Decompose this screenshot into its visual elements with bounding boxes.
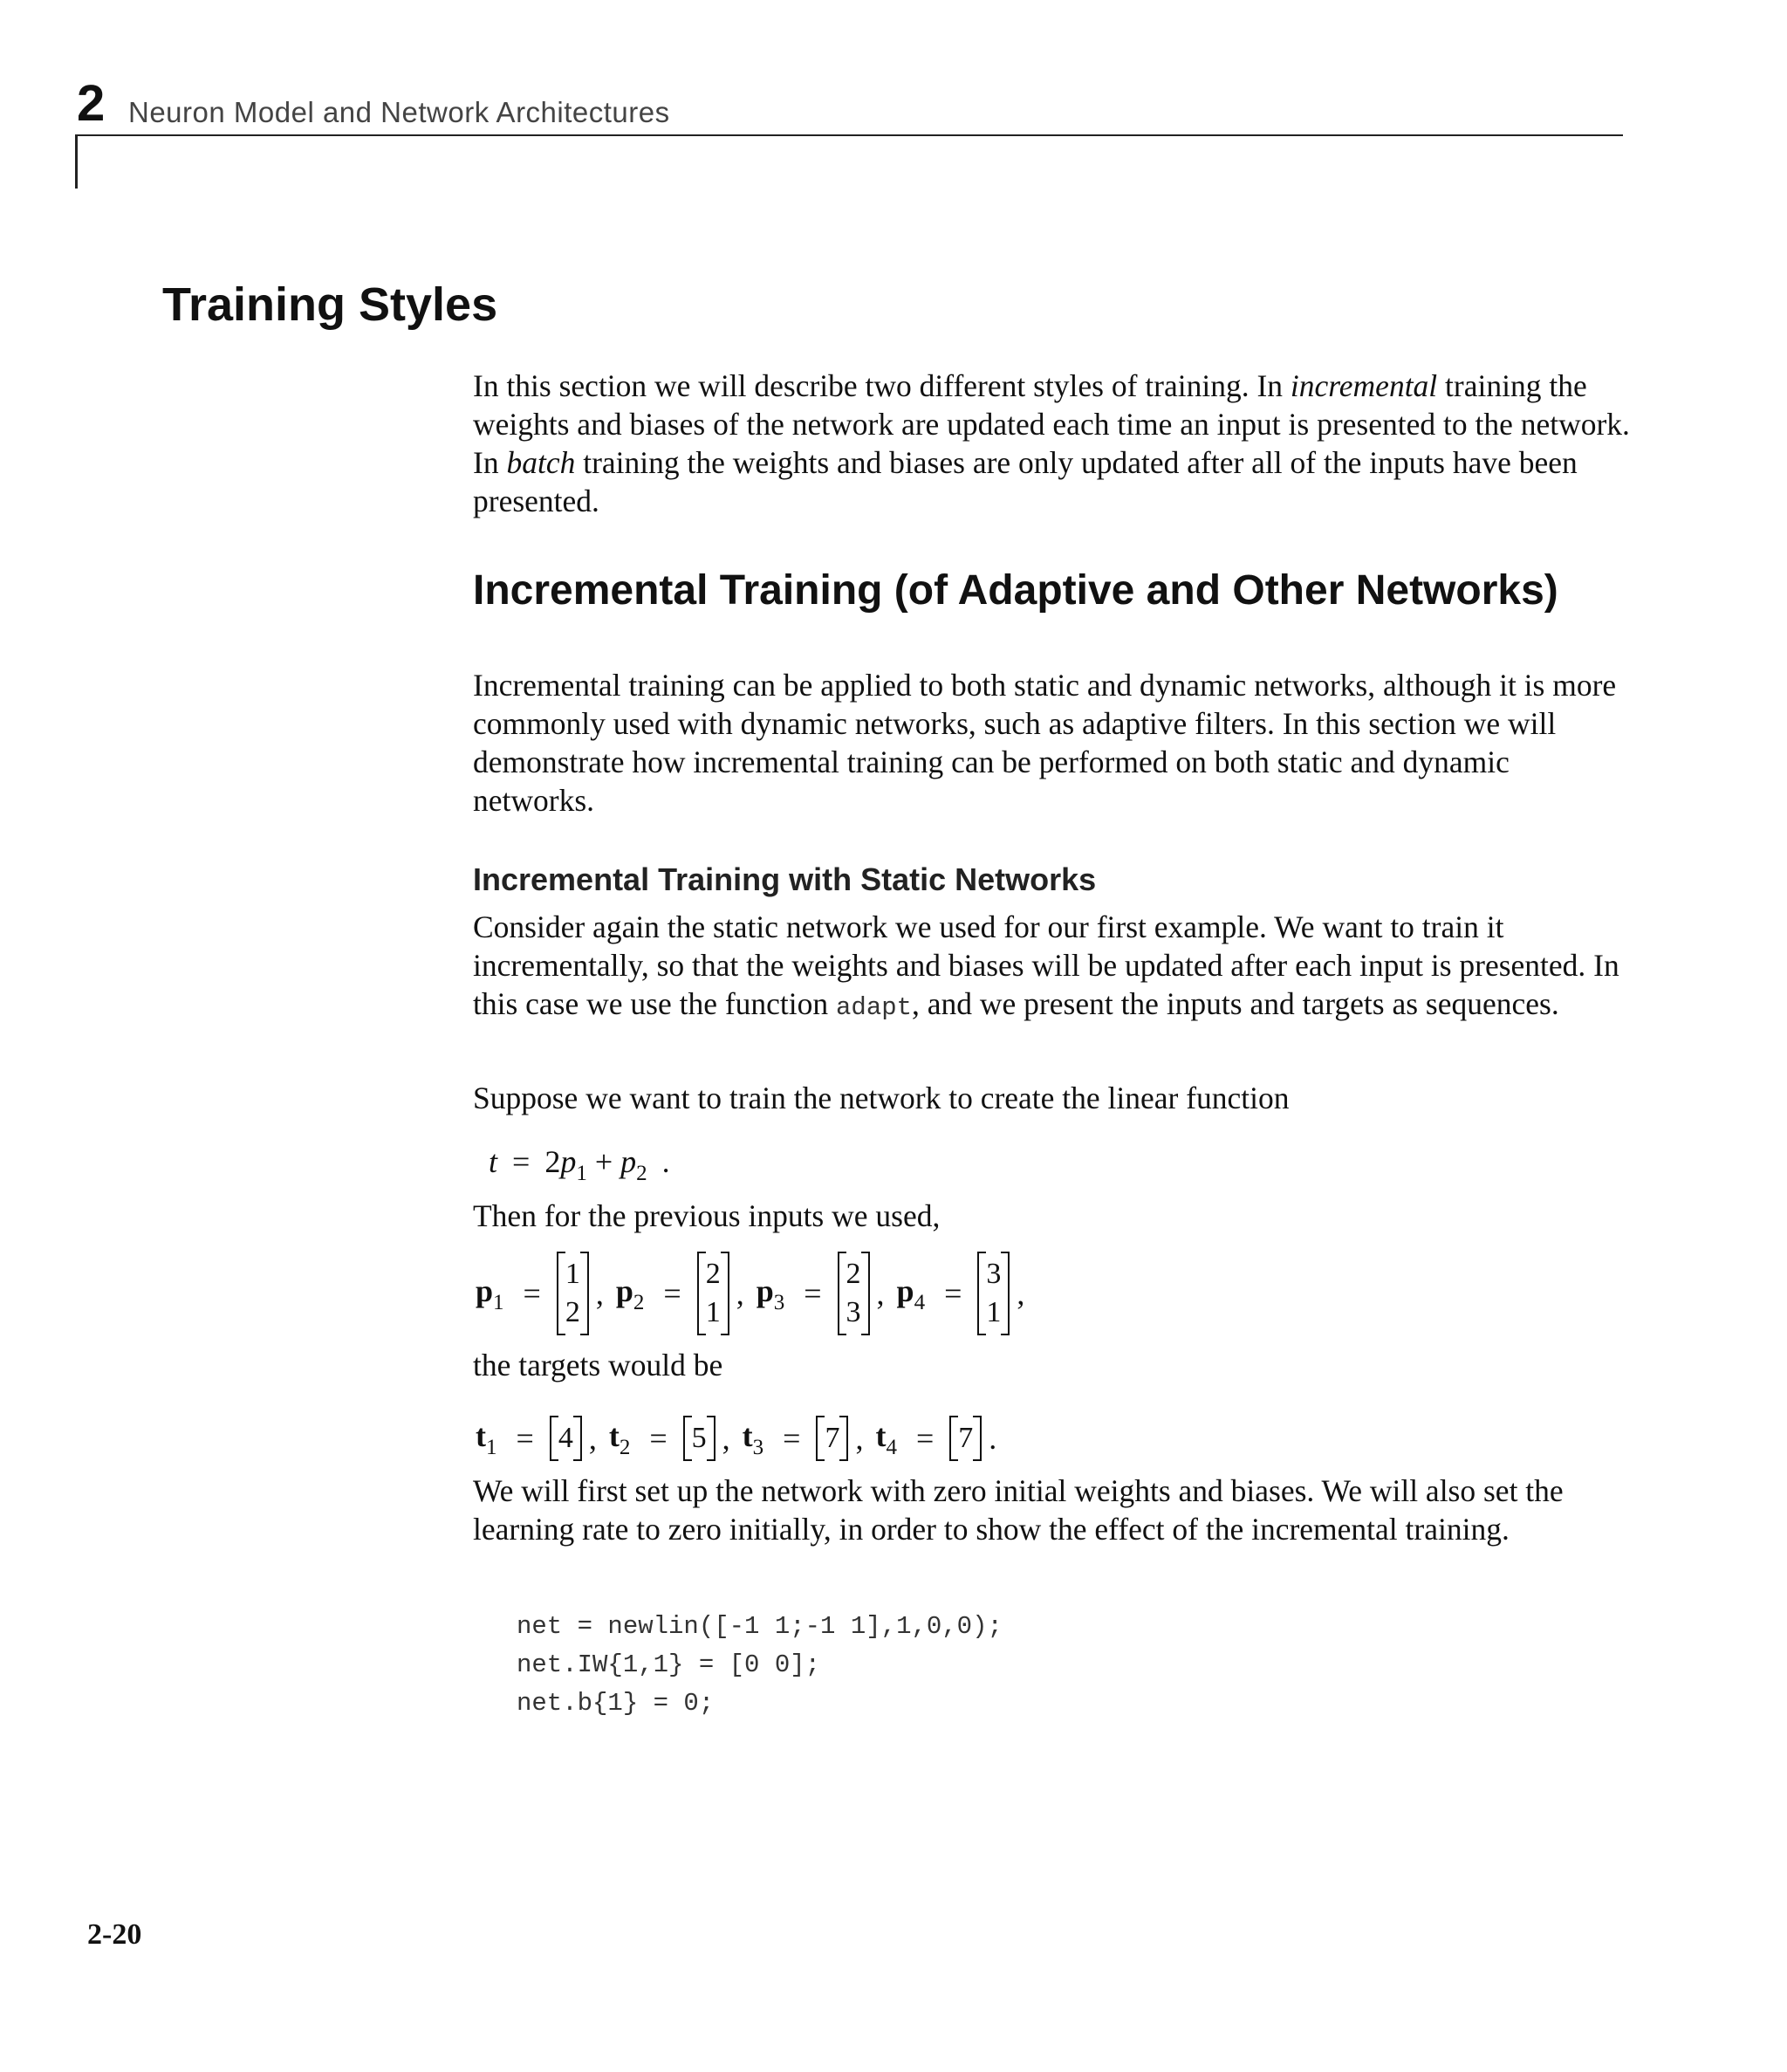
target-t1-name: t: [476, 1417, 486, 1453]
code-block: [517, 1608, 1003, 1723]
intro-emphasis-incremental: incremental: [1290, 368, 1438, 403]
target-t4-label: [875, 1417, 897, 1460]
input-p3-vector: [838, 1252, 870, 1335]
subsection-title: Incremental Training (of Adaptive and Other Networks): [473, 567, 1558, 614]
input-p2-top: 2: [705, 1258, 721, 1290]
intro-paragraph: [473, 367, 1633, 520]
target-t3-sep: ,: [855, 1421, 864, 1456]
input-p3-name: p: [756, 1273, 774, 1308]
target-t1-value: 4: [558, 1422, 573, 1454]
input-p4-top: 3: [986, 1258, 1002, 1290]
target-t2-sub: 2: [619, 1435, 631, 1459]
target-t2-label: [609, 1417, 631, 1460]
input-p1-label: [476, 1273, 504, 1315]
header-tick: [75, 134, 78, 189]
target-t3-label: [743, 1417, 764, 1460]
target-t1-label: [476, 1417, 497, 1460]
section-title: Training Styles: [162, 278, 498, 331]
target-t1-sub: 1: [486, 1435, 497, 1459]
input-p4-equals: =: [944, 1276, 962, 1311]
eq-period: .: [661, 1144, 670, 1179]
targets-intro-paragraph: the targets would be: [473, 1348, 723, 1382]
input-p3-equals: =: [804, 1276, 822, 1311]
intro-text-1: In this section we will describe two different styles of training. In: [473, 368, 1291, 403]
subsubsection-title: Incremental Training with Static Networks: [473, 861, 1097, 897]
intro-emphasis-batch: batch: [506, 445, 576, 480]
input-p4-vector: [977, 1252, 1010, 1335]
input-p2-sub: 2: [633, 1290, 645, 1314]
static-text-2: , and we present the inputs and targets as sequences.: [912, 986, 1559, 1021]
target-t2-name: t: [608, 1417, 620, 1453]
chapter-title: Neuron Model and Network Architectures: [128, 96, 670, 128]
input-p4-name: p: [896, 1273, 914, 1308]
input-p1-sub: 1: [493, 1290, 504, 1314]
intro-text-3: training the weights and biases are only updated after all of the inputs have been presented.: [473, 445, 1578, 518]
target-t3-sub: 3: [752, 1435, 764, 1459]
target-t4-value: 7: [958, 1422, 974, 1454]
setup-paragraph: We will first set up the network with zero initial weights and biases. We will also set the learning rate to zero initially, in order to show the effect of the incremental training.: [473, 1473, 1564, 1547]
eq-equals: =: [512, 1144, 531, 1179]
input-p1-equals: =: [523, 1276, 541, 1311]
eq-var-p1: p: [560, 1144, 577, 1179]
target-t4-sep: .: [989, 1421, 997, 1456]
input-p3-top: 2: [846, 1258, 861, 1290]
input-p4-sub: 4: [914, 1290, 926, 1314]
input-p3-sep: ,: [876, 1276, 885, 1311]
input-p4-sep: ,: [1017, 1276, 1025, 1311]
eq-coefficient: 2: [544, 1144, 561, 1179]
target-t4-equals: =: [915, 1421, 935, 1456]
static-network-paragraph: [473, 908, 1633, 1027]
input-p3-sub: 3: [773, 1290, 785, 1314]
linear-function-paragraph: Suppose we want to train the network to create the linear function: [473, 1081, 1290, 1115]
target-t2-equals: =: [649, 1421, 668, 1456]
eq-sub-2: 2: [636, 1162, 647, 1185]
target-t3-vector: [816, 1416, 848, 1461]
target-t1-vector: [550, 1416, 582, 1461]
targets-equation: [476, 1416, 996, 1461]
input-p2-vector: [697, 1252, 729, 1335]
target-t3-equals: =: [783, 1421, 801, 1456]
input-p2-bottom: 1: [705, 1296, 721, 1328]
inline-code-adapt: adapt: [836, 993, 913, 1022]
code-line: net.b{1} = 0;: [517, 1689, 715, 1718]
eq-plus: +: [594, 1144, 613, 1179]
input-p1-bottom: 2: [565, 1296, 580, 1328]
input-p3-label: [757, 1273, 785, 1315]
input-p1-name: p: [476, 1273, 494, 1308]
header-rule: [75, 134, 1623, 136]
target-t1-equals: =: [516, 1421, 534, 1456]
input-p2-sep: ,: [736, 1276, 744, 1311]
input-vectors-equation: [476, 1252, 1024, 1335]
eq-var-p2: p: [620, 1144, 637, 1179]
input-p2-equals: =: [663, 1276, 681, 1311]
target-t2-value: 5: [691, 1422, 707, 1454]
intro-text-2: training the weights and biases of the network are updated each time an input is presented to the network. In: [473, 368, 1630, 480]
previous-inputs-paragraph: Then for the previous inputs we used,: [473, 1198, 941, 1233]
target-t3-value: 7: [825, 1422, 840, 1454]
target-t4-vector: [949, 1416, 982, 1461]
eq-lhs: t: [489, 1144, 498, 1179]
code-line: net.IW{1,1} = [0 0];: [517, 1650, 821, 1679]
input-p4-bottom: 1: [986, 1296, 1002, 1328]
input-p2-label: [616, 1273, 645, 1315]
target-t3-name: t: [742, 1417, 753, 1453]
page-number: 2-20: [87, 1918, 142, 1951]
input-p4-label: [897, 1273, 926, 1315]
target-t4-name: t: [875, 1417, 887, 1453]
input-p3-bottom: 3: [846, 1296, 861, 1328]
subsection-paragraph: Incremental training can be applied to both static and dynamic networks, although it is more commonly used with dynamic networks, such as adaptive filters. In this section we will demonstrate how incremental training can be performed on both static and dynamic networks.: [473, 668, 1617, 818]
code-line: net = newlin([-1 1;-1 1],1,0,0);: [517, 1612, 1003, 1641]
target-t2-vector: [683, 1416, 715, 1461]
input-p1-sep: ,: [595, 1276, 604, 1311]
input-p2-name: p: [615, 1273, 633, 1308]
target-t1-sep: ,: [588, 1421, 597, 1456]
input-p1-top: 1: [565, 1258, 580, 1290]
input-p1-vector: [557, 1252, 589, 1335]
linear-function-equation: [489, 1143, 670, 1186]
target-t4-sub: 4: [886, 1435, 897, 1459]
chapter-number: 2: [77, 75, 106, 132]
eq-sub-1: 1: [576, 1162, 587, 1185]
target-t2-sep: ,: [722, 1421, 730, 1456]
static-text-1: Consider again the static network we used for our first example. We want to train it incrementally, so that the weights and biases will be updated after each input is presented. In this case we use the function: [473, 909, 1619, 1021]
